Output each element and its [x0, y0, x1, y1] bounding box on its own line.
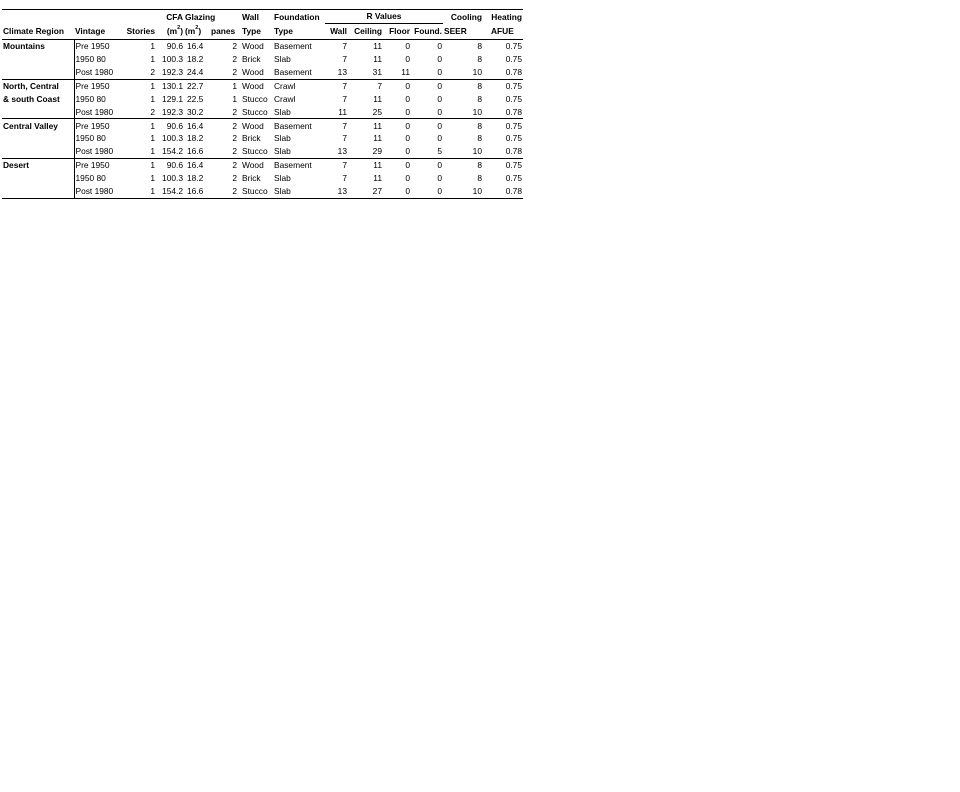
afue-cell: 0.75	[505, 93, 522, 104]
table-row	[2, 79, 523, 92]
r-found-cell: 0	[437, 160, 442, 171]
wall-type-cell: Stucco	[238, 145, 273, 158]
glazing-cell: 18.2	[187, 173, 204, 184]
wall-type-cell: Wood	[242, 120, 264, 131]
afue-cell: 0.78	[483, 105, 523, 118]
r-wall-cell: 7	[342, 120, 347, 131]
afue-cell: 0.78	[483, 185, 523, 198]
r-ceiling-cell: 27	[348, 185, 383, 198]
vintage-cell: Pre 1950	[74, 159, 119, 172]
cfa-cell: 90.6	[166, 160, 183, 171]
vintage-cell: Pre 1950	[74, 119, 119, 132]
stories-cell: 1	[150, 160, 155, 171]
r-wall-cell: 13	[325, 66, 348, 79]
seer-cell: 8	[477, 54, 482, 65]
header-row-1	[2, 10, 523, 24]
foundation-type-cell: Basement	[274, 120, 312, 131]
col-header-panes: panes	[210, 24, 238, 40]
r-found-cell: 0	[437, 93, 442, 104]
r-ceiling-cell: 25	[348, 105, 383, 118]
stories-cell: 1	[150, 54, 155, 65]
vintage-cell: 1950 80	[74, 93, 119, 106]
r-wall-cell: 7	[342, 160, 347, 171]
r-ceiling-cell: 11	[373, 54, 382, 65]
vintage-cell: 1950 80	[74, 172, 119, 185]
cfa-cell: 100.3	[162, 54, 183, 65]
cfa-cell: 154.2	[156, 185, 184, 198]
seer-cell: 10	[443, 105, 483, 118]
cfa-cell: 100.3	[162, 133, 183, 144]
stories-cell: 1	[150, 80, 155, 91]
panes-cell: 2	[232, 160, 237, 171]
vintage-cell: Post 1980	[74, 185, 119, 198]
col-header-r-wall: Wall	[325, 24, 348, 40]
col-header-foundation-type: Type	[273, 24, 325, 40]
glazing-cell: 18.2	[187, 133, 204, 144]
cfa-cell: 130.1	[162, 80, 183, 91]
col-header-heating: Heating	[483, 10, 523, 24]
foundation-type-cell: Basement	[274, 41, 312, 52]
table-row	[2, 145, 523, 158]
col-header-glazing: Glazing	[184, 10, 238, 24]
col-header-vintage: Vintage	[74, 24, 119, 40]
col-header-wall-type: Type	[238, 24, 273, 40]
table-row	[2, 172, 523, 185]
col-header-cfa-unit: $(m^2)$	[156, 24, 184, 40]
climate-region-cell: North, Central	[3, 80, 59, 91]
climate-region-cell: Mountains	[3, 41, 45, 52]
col-header-r-ceiling: Ceiling	[348, 24, 383, 40]
table-row	[2, 105, 523, 118]
r-wall-cell: 7	[342, 54, 347, 65]
afue-cell: 0.75	[505, 160, 522, 171]
stories-cell: 2	[119, 66, 156, 79]
stories-cell: 1	[150, 120, 155, 131]
seer-cell: 10	[443, 145, 483, 158]
r-ceiling-cell: 11	[373, 120, 382, 131]
seer-cell: 8	[477, 41, 482, 52]
r-floor-cell: 0	[405, 160, 410, 171]
r-floor-cell: 0	[383, 185, 411, 198]
r-wall-cell: 13	[325, 185, 348, 198]
house-reference-table	[2, 9, 523, 199]
panes-cell: 2	[232, 54, 237, 65]
climate-region-cell	[2, 172, 74, 185]
seer-cell: 8	[477, 173, 482, 184]
r-ceiling-cell: 31	[348, 66, 383, 79]
table-row	[2, 40, 523, 53]
foundation-type-cell: Basement	[274, 160, 312, 171]
cfa-cell: 90.6	[166, 120, 183, 131]
cfa-cell: 90.6	[166, 41, 183, 52]
wall-type-cell: Stucco	[238, 185, 273, 198]
vintage-cell: Post 1980	[74, 145, 119, 158]
panes-cell: 2	[210, 105, 238, 118]
glazing-cell: 30.2	[184, 105, 210, 118]
climate-region-cell	[2, 53, 74, 66]
r-wall-cell: 13	[325, 145, 348, 158]
r-ceiling-cell: 11	[373, 41, 382, 52]
r-ceiling-cell: 11	[373, 133, 382, 144]
col-header-foundation: Foundation	[273, 10, 325, 24]
wall-type-cell: Brick	[242, 133, 261, 144]
stories-cell: 1	[119, 145, 156, 158]
table-row	[2, 159, 523, 172]
cfa-cell: 129.1	[162, 93, 183, 104]
r-floor-cell: 0	[405, 54, 410, 65]
climate-region-cell: & south Coast	[3, 93, 60, 104]
afue-cell: 0.75	[505, 80, 522, 91]
seer-cell: 8	[477, 120, 482, 131]
panes-cell: 1	[232, 80, 237, 91]
r-found-cell: 0	[437, 173, 442, 184]
wall-type-cell: Wood	[242, 80, 264, 91]
afue-cell: 0.75	[505, 120, 522, 131]
vintage-cell: Pre 1950	[74, 79, 119, 92]
table-row	[2, 53, 523, 66]
foundation-type-cell: Slab	[274, 173, 291, 184]
vintage-cell: 1950 80	[74, 53, 119, 66]
foundation-type-cell: Slab	[274, 54, 291, 65]
r-wall-cell: 7	[342, 41, 347, 52]
climate-region-cell	[2, 132, 74, 145]
foundation-type-cell: Slab	[274, 133, 291, 144]
wall-type-cell: Wood	[242, 160, 264, 171]
glazing-cell: 16.4	[187, 41, 204, 52]
panes-cell: 2	[232, 133, 237, 144]
vintage-cell: Pre 1950	[74, 40, 119, 53]
r-floor-cell: 0	[405, 93, 410, 104]
seer-cell: 8	[477, 160, 482, 171]
wall-type-cell: Brick	[242, 54, 261, 65]
r-ceiling-cell: 29	[348, 145, 383, 158]
wall-type-cell: Brick	[242, 173, 261, 184]
glazing-cell: 16.6	[184, 145, 210, 158]
table-row	[2, 66, 523, 79]
stories-cell: 2	[119, 105, 156, 118]
table-row	[2, 132, 523, 145]
r-found-cell: 0	[437, 120, 442, 131]
seer-cell: 8	[477, 80, 482, 91]
r-floor-cell: 0	[383, 105, 411, 118]
col-header-r-found: Found.	[411, 24, 443, 40]
r-floor-cell: 0	[405, 133, 410, 144]
wall-type-cell: Wood	[238, 66, 273, 79]
col-header-cooling: Cooling	[443, 10, 483, 24]
foundation-type-cell: Slab	[273, 105, 325, 118]
afue-cell: 0.78	[483, 145, 523, 158]
r-found-cell: 5	[411, 145, 443, 158]
vintage-cell: Post 1980	[74, 66, 119, 79]
panes-cell: 2	[210, 185, 238, 198]
seer-cell: 10	[443, 66, 483, 79]
climate-region-cell	[2, 185, 74, 198]
afue-cell: 0.78	[483, 66, 523, 79]
wall-type-cell: Stucco	[242, 93, 268, 104]
r-found-cell: 0	[411, 105, 443, 118]
r-wall-cell: 11	[325, 105, 348, 118]
afue-cell: 0.75	[505, 133, 522, 144]
col-header-stories: Stories	[119, 24, 156, 40]
r-found-cell: 0	[437, 41, 442, 52]
climate-region-cell: Desert	[3, 160, 30, 171]
r-ceiling-cell: 11	[373, 93, 382, 104]
afue-cell: 0.75	[505, 41, 522, 52]
stories-cell: 1	[119, 185, 156, 198]
foundation-type-cell: Basement	[273, 66, 325, 79]
table-row	[2, 119, 523, 132]
stories-cell: 1	[150, 133, 155, 144]
panes-cell: 2	[232, 173, 237, 184]
foundation-type-cell: Slab	[273, 185, 325, 198]
col-header-glazing-unit: $(m^2)$	[184, 24, 210, 40]
climate-region-cell	[2, 66, 74, 79]
afue-cell: 0.75	[505, 173, 522, 184]
stories-cell: 1	[150, 41, 155, 52]
r-found-cell: 0	[411, 185, 443, 198]
stories-cell: 1	[150, 173, 155, 184]
r-wall-cell: 7	[342, 93, 347, 104]
r-floor-cell: 0	[405, 80, 410, 91]
glazing-cell: 22.5	[187, 93, 204, 104]
panes-cell: 2	[210, 145, 238, 158]
r-floor-cell: 0	[405, 120, 410, 131]
r-found-cell: 0	[437, 133, 442, 144]
cfa-cell: 192.3	[156, 66, 184, 79]
afue-cell: 0.75	[505, 54, 522, 65]
climate-region-cell: Central Valley	[3, 120, 58, 131]
cfa-cell: 100.3	[162, 173, 183, 184]
glazing-cell: 16.6	[184, 185, 210, 198]
cfa-cell: 192.3	[156, 105, 184, 118]
r-wall-cell: 7	[342, 173, 347, 184]
panes-cell: 1	[232, 93, 237, 104]
glazing-cell: 18.2	[187, 54, 204, 65]
glazing-cell: 16.4	[187, 160, 204, 171]
panes-cell: 2	[232, 120, 237, 131]
r-found-cell: 0	[411, 66, 443, 79]
r-floor-cell: 0	[405, 41, 410, 52]
glazing-cell: 24.4	[184, 66, 210, 79]
r-floor-cell: 0	[405, 173, 410, 184]
glazing-cell: 16.4	[187, 120, 204, 131]
panes-cell: 2	[210, 66, 238, 79]
table-row	[2, 185, 523, 198]
vintage-cell: Post 1980	[74, 105, 119, 118]
climate-region-cell	[2, 105, 74, 118]
seer-cell: 10	[443, 185, 483, 198]
seer-cell: 8	[477, 93, 482, 104]
panes-cell: 2	[232, 41, 237, 52]
foundation-type-cell: Crawl	[274, 80, 296, 91]
climate-region-cell	[2, 145, 74, 158]
r-wall-cell: 7	[342, 80, 347, 91]
glazing-cell: 22.7	[187, 80, 204, 91]
foundation-type-cell: Crawl	[274, 93, 296, 104]
col-header-r-floor: Floor	[383, 24, 411, 40]
vintage-cell: 1950 80	[74, 132, 119, 145]
col-header-seer: SEER	[443, 24, 483, 40]
table-row	[2, 93, 523, 106]
r-found-cell: 0	[437, 80, 442, 91]
stories-cell: 1	[150, 93, 155, 104]
cfa-cell: 154.2	[156, 145, 184, 158]
header-row-2	[2, 24, 523, 40]
r-ceiling-cell: 7	[377, 80, 382, 91]
r-wall-cell: 7	[342, 133, 347, 144]
r-found-cell: 0	[437, 54, 442, 65]
wall-type-cell: Stucco	[238, 105, 273, 118]
r-ceiling-cell: 11	[373, 160, 382, 171]
foundation-type-cell: Slab	[273, 145, 325, 158]
wall-type-cell: Wood	[242, 41, 264, 52]
col-header-r-values: R Values	[325, 10, 443, 24]
col-header-wall: Wall	[238, 10, 273, 24]
col-header-afue: AFUE	[483, 24, 523, 40]
col-header-climate-region: Climate Region	[2, 24, 74, 40]
r-ceiling-cell: 11	[373, 173, 382, 184]
r-floor-cell: 0	[383, 145, 411, 158]
r-floor-cell: 11	[383, 66, 411, 79]
col-header-cfa: CFA	[156, 10, 184, 24]
seer-cell: 8	[477, 133, 482, 144]
